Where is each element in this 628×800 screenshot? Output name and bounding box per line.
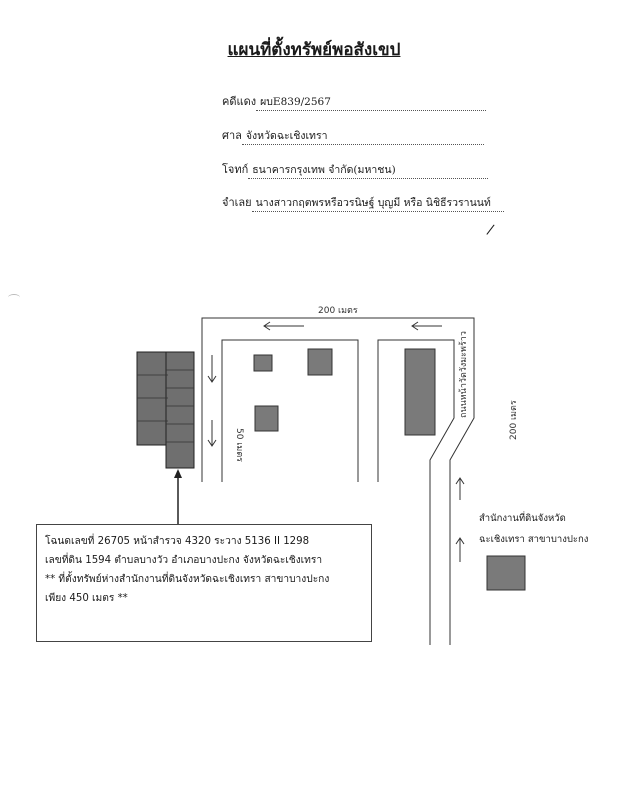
land-office-line-2: ฉะเชิงเทรา สาขาบางปะกง	[479, 534, 589, 545]
arrow-down-1	[208, 355, 216, 382]
map-title: แผนที่ตั้งทรัพย์พอสังเขป	[227, 40, 401, 60]
arrow-up-2	[456, 538, 464, 562]
distance-left-label: 50 เมตร	[234, 428, 244, 463]
case-number-label: คดีแดง	[222, 95, 257, 108]
plaintiff-value: ธนาคารกรุงเทพ จำกัด(มหาชน)	[248, 161, 488, 179]
case-number-value: ผบE839/2567	[256, 93, 486, 111]
distance-right-label: 200 เมตร	[509, 400, 519, 440]
building-small-2	[308, 349, 332, 375]
building-tall	[405, 349, 435, 435]
deed-line-1: โฉนดเลขที่ 26705 หน้าสำรวจ 4320 ระวาง 5136 II 1298	[45, 536, 310, 547]
court-label: ศาล	[222, 129, 242, 142]
deed-line-3: ** ที่ตั้งทรัพย์ห่างสำนักงานที่ดินจังหวัดฉะเชิงเทรา สาขาบางปะกง	[45, 574, 330, 585]
land-office-building	[487, 556, 525, 590]
property-pointer-arrowhead	[174, 469, 182, 478]
arrow-up-1	[456, 478, 464, 500]
deed-line-4: เพียง 450 เมตร **	[45, 593, 128, 604]
arrow-down-2	[208, 420, 216, 446]
building-front-row	[166, 352, 194, 468]
building-rear-row	[137, 352, 168, 445]
distance-top-label: 200 เมตร	[318, 306, 358, 316]
building-small-1	[254, 355, 272, 371]
court-value: จังหวัดฉะเชิงเทรา	[242, 127, 484, 145]
deed-line-2: เลขที่ดิน 1594 ตำบลบางวัว อำเภอบางปะกง จังหวัดฉะเชิงเทรา	[45, 555, 323, 566]
pen-mark: /	[485, 221, 496, 239]
arrow-left-1	[264, 322, 304, 330]
defendant-value: นางสาวกฤตพรหรือวรนิษฐ์ บุญมี หรือ นิชิธีรวรานนท์	[252, 194, 504, 212]
land-office-line-1: สำนักงานที่ดินจังหวัด	[479, 513, 566, 524]
deed-info-box	[36, 524, 372, 642]
road-name-label: ถนนหน้าวัดวังมะพร้าว	[459, 331, 469, 418]
defendant-label: จำเลย	[222, 196, 252, 209]
property-buildings	[137, 352, 194, 468]
land-office-label	[479, 508, 609, 550]
arrow-left-2	[412, 322, 442, 330]
plaintiff-label: โจทก์	[222, 163, 249, 176]
building-small-3	[255, 406, 278, 431]
